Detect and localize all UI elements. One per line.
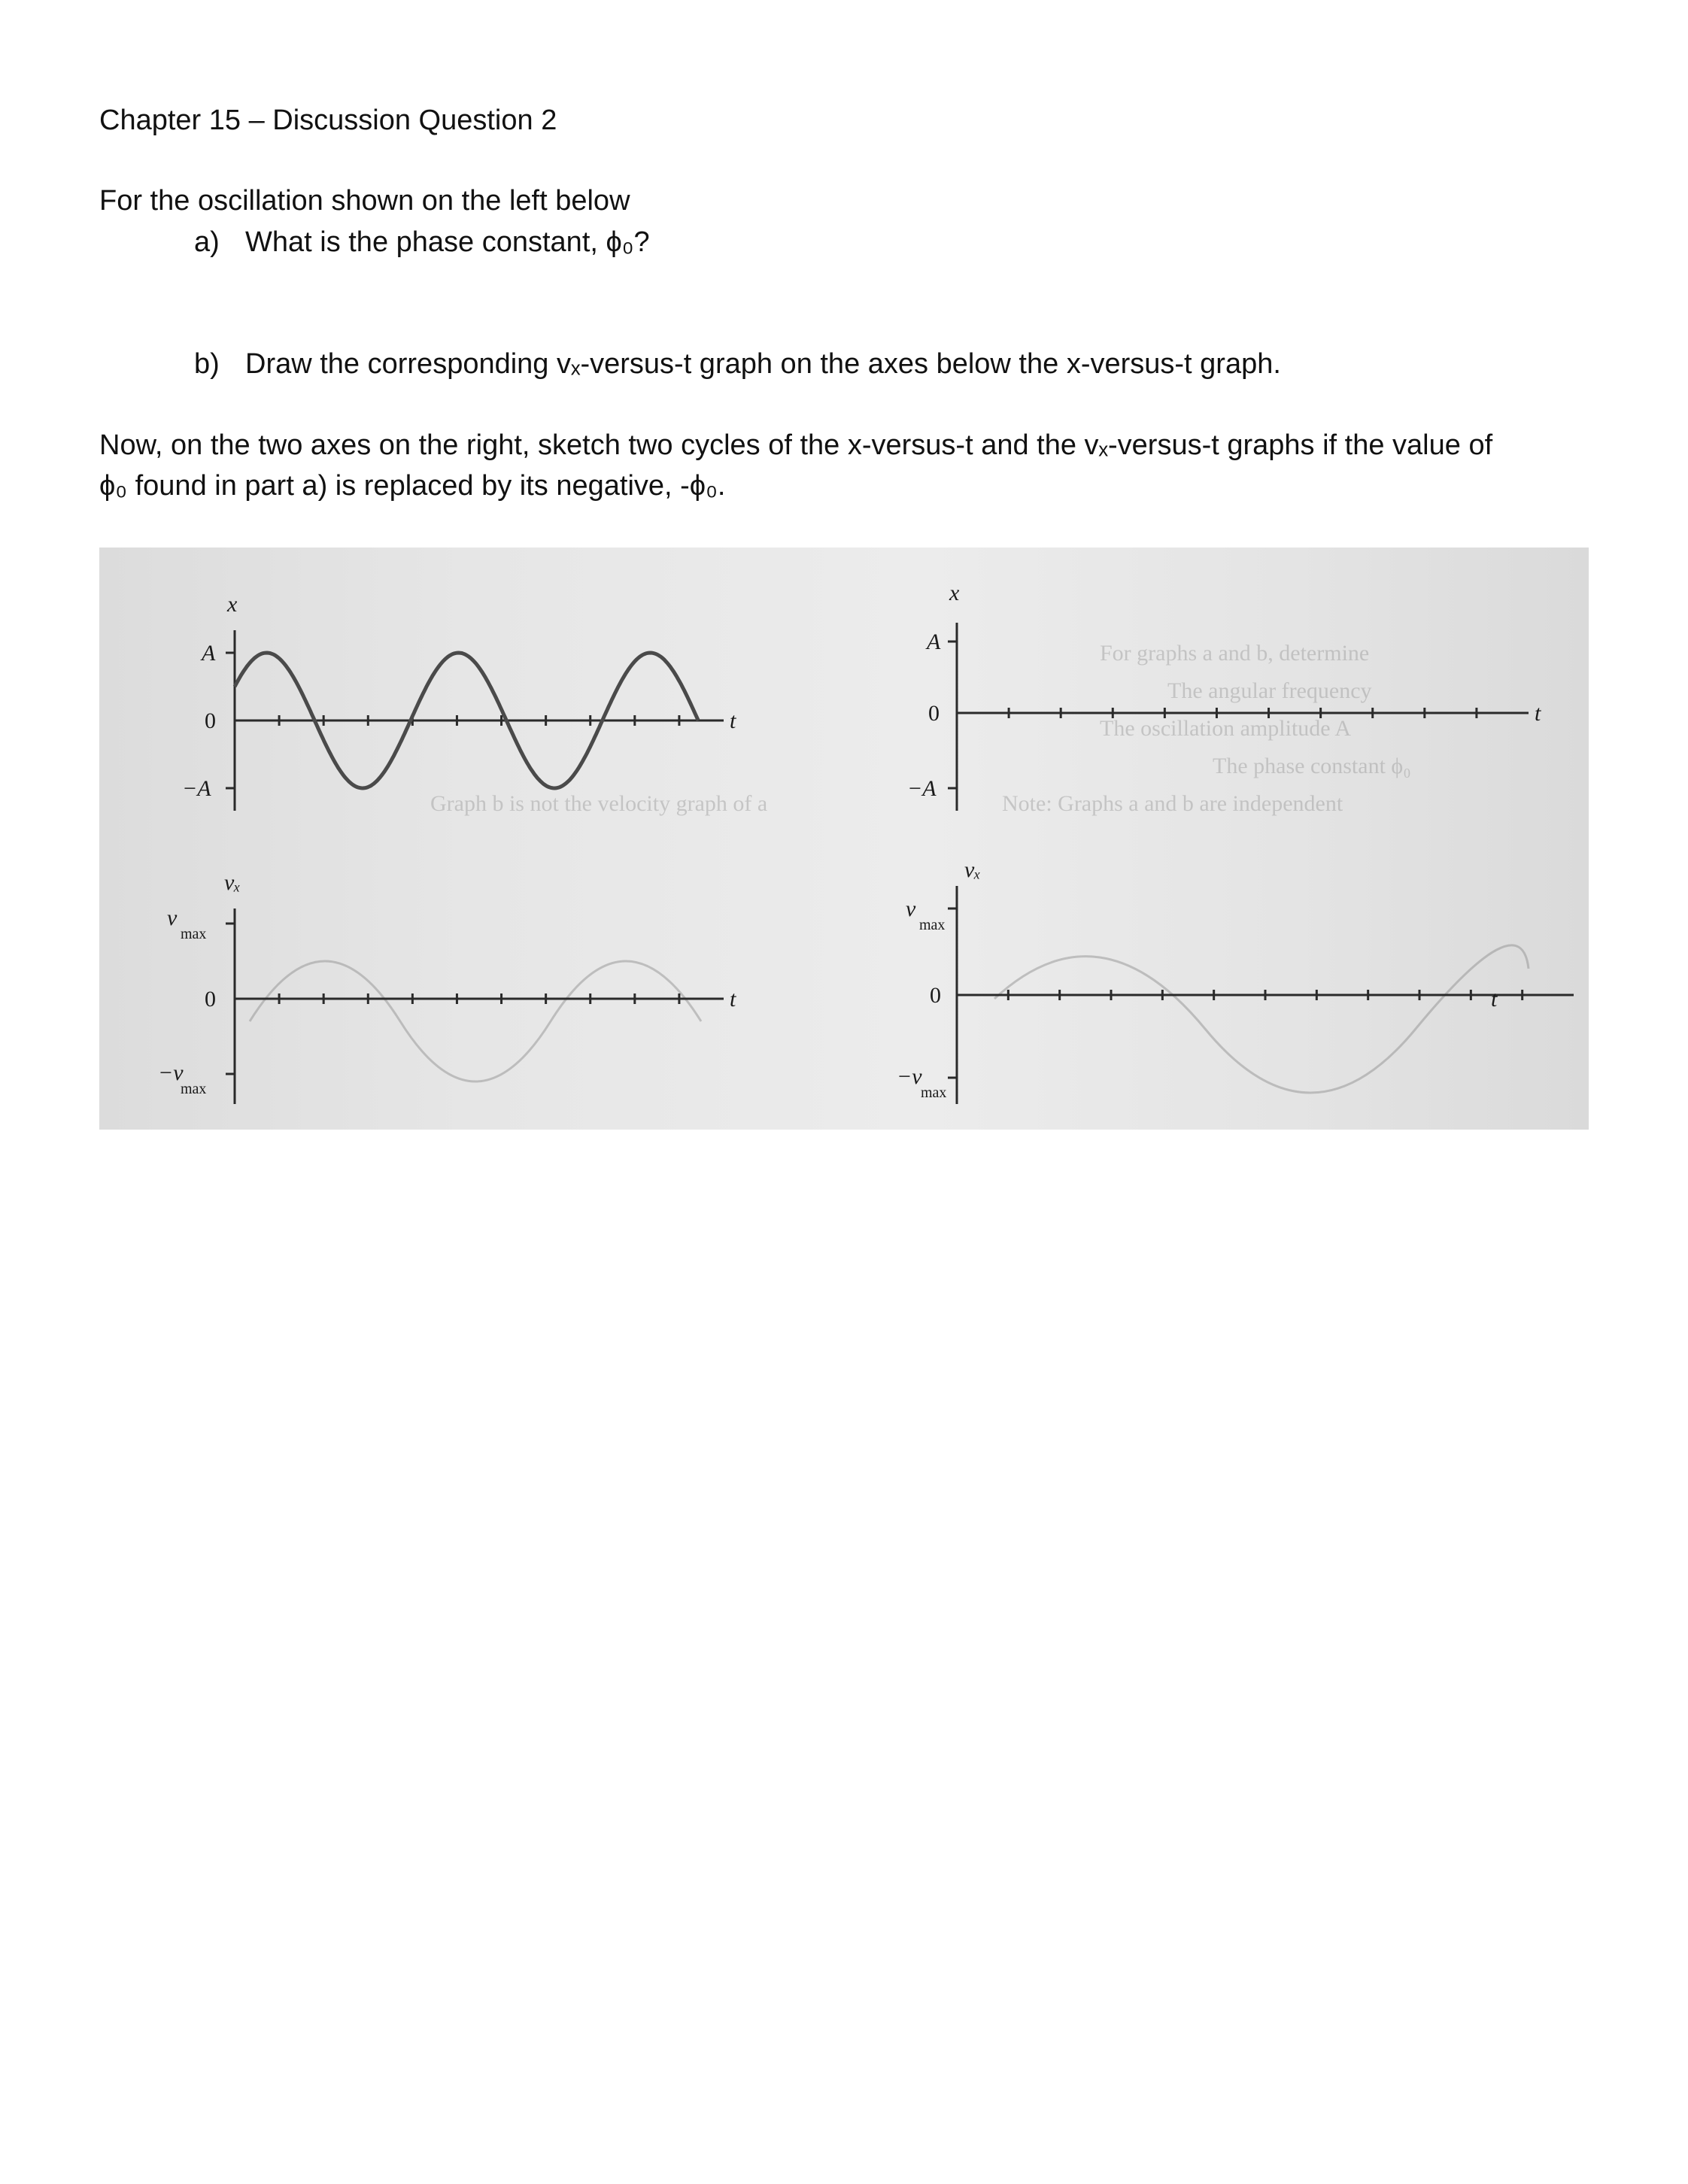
left-top-labels [182,592,736,801]
left-bottom-labels [158,870,736,1097]
right-top-tick-neg-a-label: −A [907,776,937,801]
right-bottom-t-label: t [1491,987,1498,1012]
right-bottom-neg-vmax-label: −v [897,1064,922,1089]
bleed-text-1: For graphs a and b, determine [1100,641,1370,666]
bleed-curve-left [250,961,701,1081]
right-top-t-label: t [1535,701,1541,726]
question-a [194,226,650,260]
question-a-label: a) [194,226,220,258]
bleed-text-3: The oscillation amplitude A [1100,716,1352,741]
left-top-t-label: t [730,708,736,733]
intro-text: For the oscillation shown on the left below [99,185,630,217]
right-bottom-axes [948,886,1574,1104]
bleed-text-4: The phase constant ϕ₀ [1213,754,1411,778]
left-bottom-vmax-sub: max [181,926,207,942]
right-top-tick-zero-label: 0 [928,701,940,726]
bleed-text-5: Note: Graphs a and b are independent [1002,791,1343,816]
question-b-text: Draw the corresponding vₓ-versus-t graph on the axes below the x-versus-t graph. [245,348,1281,380]
right-bottom-labels [897,857,1498,1101]
left-bottom-axes [226,908,724,1104]
right-top-tick-a-label: A [927,629,941,654]
left-top-tick-zero-label: 0 [205,708,216,733]
right-bottom-y-label: vₓ [964,857,981,882]
question-b-label: b) [194,348,220,380]
graph-photo [99,548,1589,1130]
right-bottom-neg-vmax-sub: max [921,1084,947,1101]
left-top-y-label: x [227,592,238,617]
instructions-line-1: Now, on the two axes on the right, sketch two cycles of the x-versus-t and the vₓ-versus-t graphs if the value of [99,429,1493,461]
left-bottom-vmax-label: v [167,905,178,930]
left-bottom-tick-zero-label: 0 [205,987,216,1012]
left-bottom-y-label: vₓ [224,870,241,895]
bleed-text-6: Graph b is not the velocity graph of a [430,791,768,816]
bleed-curve-right [994,945,1529,1093]
left-bottom-neg-vmax-sub: max [181,1081,207,1097]
instructions-line-2: ϕ₀ found in part a) is replaced by its negative, -ϕ₀. [99,470,726,502]
right-bottom-tick-zero-label: 0 [930,983,941,1008]
left-top-axes [226,630,724,811]
bleed-text-2: The angular frequency [1167,678,1372,703]
graph-svg [99,548,1589,1130]
right-bottom-vmax-sub: max [919,917,946,933]
question-a-text: What is the phase constant, ϕ₀? [245,226,650,258]
page-title: Chapter 15 – Discussion Question 2 [99,105,557,136]
left-top-tick-a-label: A [202,641,216,666]
left-top-tick-neg-a-label: −A [182,776,211,801]
left-bottom-t-label: t [730,987,736,1012]
right-top-y-label: x [949,581,960,605]
left-bottom-neg-vmax-label: −v [158,1060,184,1085]
question-b [194,347,1281,382]
bleed-through-curves [250,945,1529,1093]
right-bottom-vmax-label: v [906,896,916,921]
